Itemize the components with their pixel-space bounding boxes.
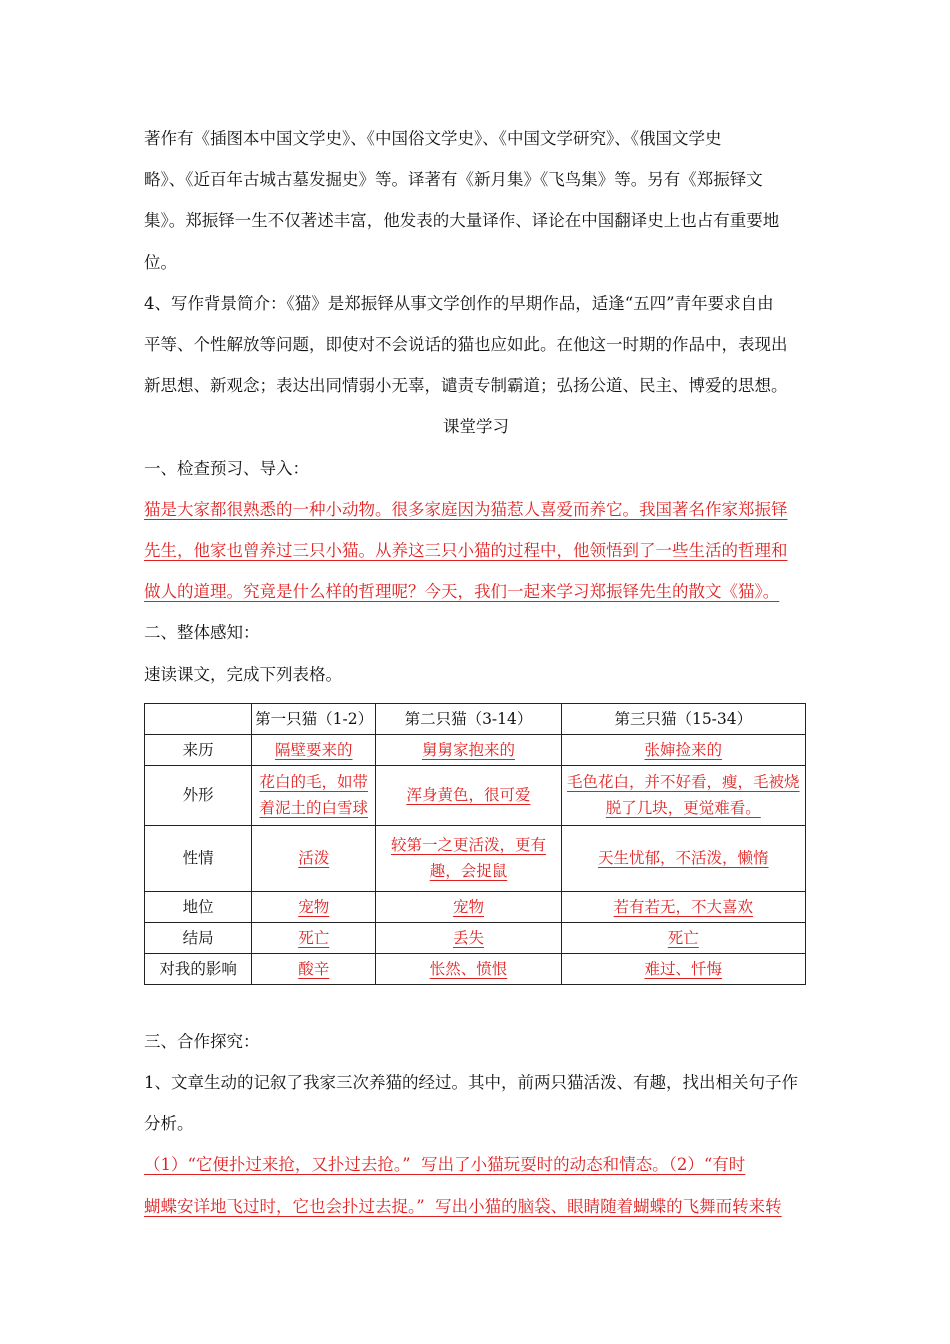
- answer-line: 蝴蝶安详地飞过时，它也会扑过去捉。” 写出小猫的脑袋、眼睛随着蝴蝶的飞舞而转来转: [144, 1196, 782, 1216]
- table-row: [145, 825, 806, 891]
- section-title: 课堂学习: [443, 417, 509, 437]
- table-header-cell: 第二只猫（3-14）: [376, 703, 561, 734]
- background-paragraph: [144, 283, 808, 407]
- table-cell: 死亡: [561, 922, 805, 953]
- answer-line: 做人的道理。究竟是什么样的哲理呢？今天，我们一起来学习郑振铎先生的散文《猫》。: [144, 582, 780, 602]
- answer-line: 猫是大家都很熟悉的一种小动物。很多家庭因为猫惹人喜爱而养它。我国著名作家郑振铎: [144, 499, 788, 519]
- text-line: 集》。郑振铎一生不仅著述丰富，他发表的大量译作、译论在中国翻译史上也占有重要地: [144, 211, 780, 231]
- table-row: [145, 891, 806, 922]
- table-row: [145, 922, 806, 953]
- table-header-row: [145, 703, 806, 734]
- table-cell: 死亡: [252, 922, 376, 953]
- table-cell: 隔壁要来的: [252, 734, 376, 765]
- answer-line: 先生，他家也曾养过三只小猫。从养这三只小猫的过程中，他领悟到了一些生活的哲理和: [144, 541, 788, 561]
- table-header-cell: 第一只猫（1-2）: [252, 703, 376, 734]
- cat-comparison-table: [144, 703, 806, 985]
- table-cell: 宠物: [252, 891, 376, 922]
- table-cell: 毛色花白，并不好看，瘦，毛被烧脱了几块，更觉难看。: [561, 765, 805, 825]
- table-cell: 难过、忏悔: [561, 953, 805, 984]
- table-cell: 天生忧郁，不活泼，懒惰: [561, 825, 805, 891]
- table-cell: 宠物: [376, 891, 561, 922]
- table-cell: 张婶捡来的: [561, 734, 805, 765]
- text-line: 新思想、新观念；表达出同情弱小无辜，谴责专制霸道；弘扬公道、民主、博爱的思想。: [144, 376, 788, 396]
- part3-question: [144, 1062, 808, 1144]
- part3-answer: [144, 1144, 808, 1226]
- document-page: [144, 118, 808, 1227]
- part2-instruction: 速读课文，完成下列表格。: [144, 664, 342, 684]
- table-cell: 酸辛: [252, 953, 376, 984]
- text-line: 4、写作背景简介：《猫》是郑振铎从事文学创作的早期作品，适逢“五四”青年要求自由: [144, 293, 774, 313]
- table-cell: 较第一之更活泼，更有趣，会捉鼠: [376, 825, 561, 891]
- table-cell: 浑身黄色，很可爱: [376, 765, 561, 825]
- part3-heading: 三、合作探究：: [144, 1031, 260, 1051]
- text-line: 平等、个性解放等问题，即使对不会说话的猫也应如此。在他这一时期的作品中，表现出: [144, 335, 788, 355]
- part2-heading: 二、整体感知：: [144, 623, 260, 643]
- table-cell: 丢失: [376, 922, 561, 953]
- table-cell: 活泼: [252, 825, 376, 891]
- table-row: [145, 734, 806, 765]
- text-line: 1、文章生动的记叙了我家三次养猫的经过。其中，前两只猫活泼、有趣，找出相关句子作: [144, 1073, 798, 1093]
- text-line: 略》、《近百年古城古墓发掘史》等。译著有《新月集》《飞鸟集》等。另有《郑振铎文: [144, 170, 763, 190]
- table-cell: 若有若无，不大喜欢: [561, 891, 805, 922]
- table-header-cell: [145, 703, 252, 734]
- table-header-cell: 第三只猫（15-34）: [561, 703, 805, 734]
- part1-answer: [144, 489, 808, 613]
- row-label: 地位: [145, 891, 252, 922]
- row-label: 外形: [145, 765, 252, 825]
- row-label: 对我的影响: [145, 953, 252, 984]
- table-cell: 怅然、愤恨: [376, 953, 561, 984]
- answer-line: （1）“它便扑过来抢，又扑过去抢。” 写出了小猫玩耍时的动态和情态。（2）“有时: [144, 1155, 746, 1175]
- bio-paragraph: [144, 118, 808, 283]
- row-label: 结局: [145, 922, 252, 953]
- part1-heading: 一、检查预习、导入：: [144, 458, 309, 478]
- row-label: 来历: [145, 734, 252, 765]
- row-label: 性情: [145, 825, 252, 891]
- table-cell: 花白的毛，如带着泥土的白雪球: [252, 765, 376, 825]
- text-line: 分析。: [144, 1114, 194, 1134]
- table-row: [145, 765, 806, 825]
- table-cell: 舅舅家抱来的: [376, 734, 561, 765]
- text-line: 著作有《插图本中国文学史》、《中国俗文学史》、《中国文学研究》、《俄国文学史: [144, 129, 722, 148]
- table-row: [145, 953, 806, 984]
- text-line: 位。: [144, 252, 177, 272]
